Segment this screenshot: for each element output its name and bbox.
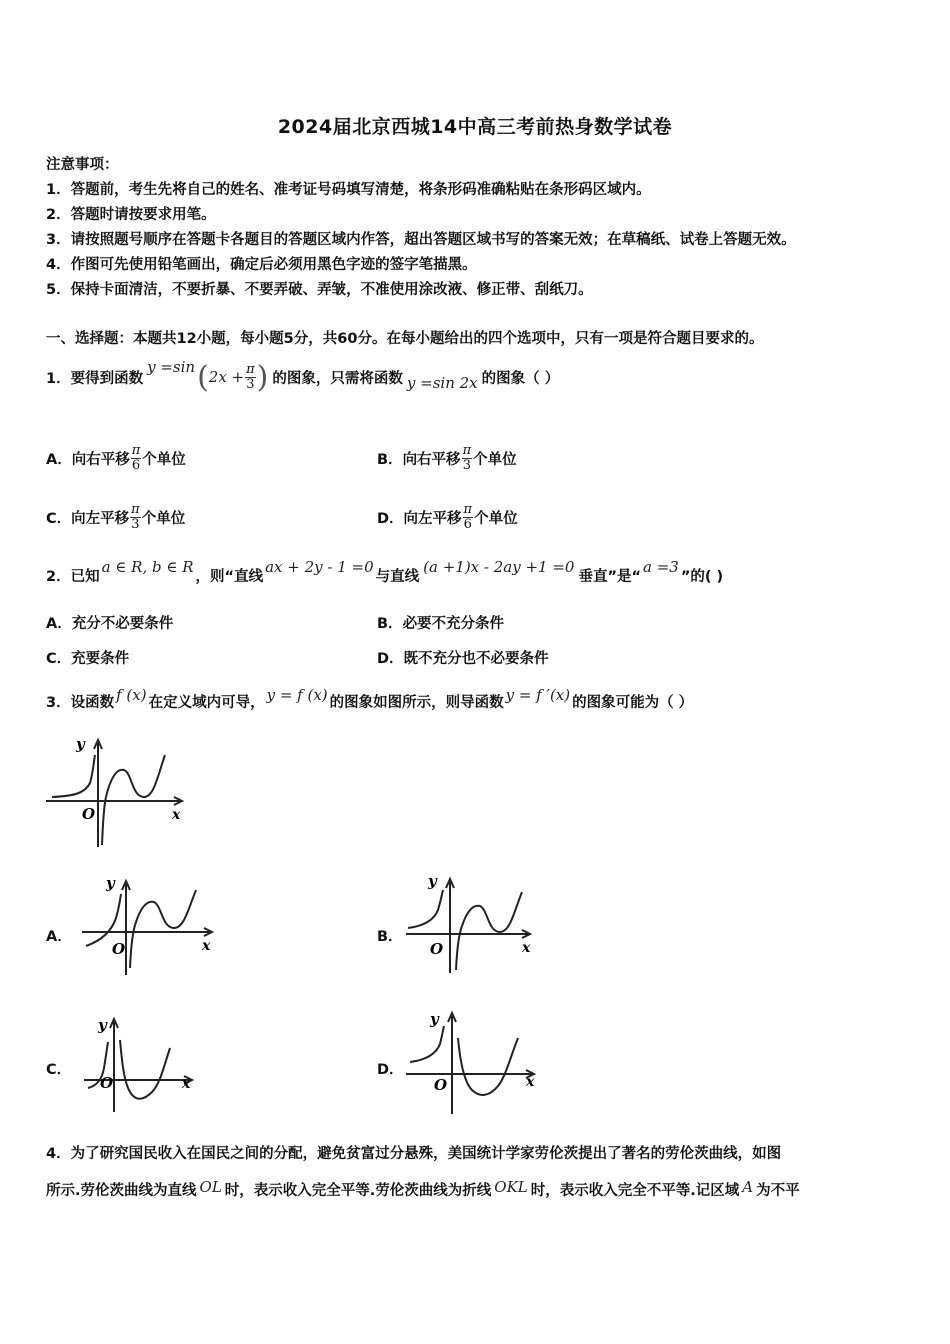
q2-prefix: 2．已知 [46, 568, 100, 585]
q3-text-3: 的图象可能为（ ） [572, 694, 694, 711]
option-label: C． [46, 510, 72, 527]
option-label: D． [377, 651, 404, 667]
q3-y-fx: y = f (x) [266, 686, 328, 704]
q3-option-a-label[interactable]: A． [46, 929, 72, 945]
option-label: B． [377, 616, 403, 632]
q1-function-lhs: y =sin [147, 358, 196, 376]
frac-den: 3 [131, 516, 140, 532]
axis-label-x: x [526, 1074, 535, 1090]
option-text-suffix: 个单位 [141, 510, 186, 527]
q3-text-1: 在定义域内可导， [148, 694, 265, 711]
option-fraction [463, 503, 474, 532]
q3-option-a-graph[interactable] [78, 870, 218, 980]
q2-option-a[interactable] [46, 612, 173, 633]
q1-left-paren: ( [197, 359, 209, 395]
option-text: 向右平移 [402, 451, 461, 468]
q4-text-d: 为不平 [756, 1183, 800, 1199]
note-item-4: 4．作图可先使用铅笔画出，确定后必须用黑色字迹的签字笔描黑。 [46, 257, 477, 273]
option-label: A． [46, 451, 72, 468]
axis-label-origin: O [112, 940, 126, 958]
axis-label-x: x [182, 1076, 191, 1092]
q2-option-d[interactable] [377, 647, 549, 668]
axis-label-x: x [202, 938, 211, 954]
q1-prefix: 1．要得到函数 [46, 370, 144, 387]
q2-line-1: ax + 2y - 1 =0 [265, 558, 374, 576]
option-text-suffix: 个单位 [473, 451, 517, 468]
question-2 [46, 558, 723, 592]
frac-den: 3 [462, 457, 471, 473]
option-label: A． [46, 616, 72, 632]
curve-left-branch [86, 894, 121, 946]
q1-function-inner: 2x + [208, 368, 245, 386]
q3-y-fprime: y = f ′(x) [505, 686, 571, 704]
option-text: 充分不必要条件 [71, 616, 174, 632]
option-text: 既不充分也不必要条件 [403, 651, 549, 667]
note-item-1: 1．答题前，考生先将自己的姓名、准考证号码填写清楚，将条形码准确粘贴在条形码区域内。 [46, 182, 651, 198]
q1-option-c[interactable] [46, 497, 185, 537]
axis-label-y: y [98, 1016, 107, 1034]
q3-option-b-graph[interactable] [402, 868, 542, 978]
option-label: D． [377, 510, 404, 527]
frac-num: π [131, 501, 140, 517]
axis-label-origin: O [100, 1074, 114, 1092]
section-heading: 一、选择题：本题共12小题，每小题5分，共60分。在每小题给出的四个选项中，只有一项是符合题目要求的。 [46, 331, 764, 347]
option-text: 向左平移 [71, 510, 130, 527]
q3-option-d-graph[interactable] [402, 1004, 547, 1119]
frac-den: 6 [463, 516, 472, 532]
curve-left-branch [408, 890, 443, 928]
q1-option-d[interactable] [377, 497, 518, 537]
question-4-line-1: 4．为了研究国民收入在国民之间的分配，避免贫富过分悬殊，美国统计学家劳伦茨提出了著名的劳伦茨曲线，如图 [46, 1146, 782, 1162]
option-text: 必要不充分条件 [402, 616, 505, 632]
option-label: C． [46, 651, 72, 667]
page-title: 2024届北京西城14中高三考前热身数学试卷 [277, 116, 673, 138]
note-item-3: 3．请按照题号顺序在答题卡各题目的答题区域内作答，超出答题区域书写的答案无效；在草稿纸、试卷上答题无效。 [46, 232, 796, 248]
q1-base-function: y =sin 2x [406, 374, 478, 392]
notes-heading: 注意事项： [46, 157, 119, 173]
q2-text-3: 垂直”是“ [578, 568, 642, 585]
question-4-line-2 [46, 1179, 800, 1200]
q3-option-d-label[interactable]: D． [377, 1062, 404, 1078]
q2-line-2: (a +1)x - 2ay +1 =0 [423, 558, 575, 576]
option-text: 向左平移 [403, 510, 462, 527]
axis-label-y: y [430, 1010, 439, 1028]
axis-label-origin: O [434, 1076, 448, 1094]
q4-okl: OKL [494, 1178, 528, 1196]
curve-right-branch [456, 892, 522, 970]
note-item-2: 2．答题时请按要求用笔。 [46, 207, 216, 223]
frac-num: π [462, 442, 472, 458]
option-text-suffix: 个单位 [142, 451, 186, 468]
q4-text-c: 时，表示收入完全不平等.记区域 [530, 1183, 740, 1199]
q2-equation: a =3 [643, 558, 679, 576]
q3-fx: f (x) [116, 686, 147, 704]
curve-right-branch [120, 1040, 170, 1099]
q1-middle-text: 的图象，只需将函数 [272, 370, 403, 387]
q1-option-a[interactable] [46, 438, 186, 478]
curve-left-branch [410, 1026, 444, 1062]
q3-prefix: 3．设函数 [46, 694, 115, 711]
axis-label-y: y [106, 874, 115, 892]
q1-option-b[interactable] [377, 438, 517, 478]
q2-text-2: 与直线 [375, 568, 420, 585]
curve-right-branch [130, 890, 196, 968]
axis-label-origin: O [430, 940, 444, 958]
frac-num: π [131, 442, 141, 458]
q3-option-b-label[interactable]: B． [377, 929, 403, 945]
axis-label-y: y [76, 735, 85, 753]
q4-text-b: 时，表示收入完全平等.劳伦茨曲线为折线 [224, 1183, 492, 1199]
q1-suffix: 的图象（ ） [481, 370, 560, 387]
q1-frac-den: 3 [246, 376, 255, 392]
axis-label-x: x [172, 807, 181, 823]
axis-label-y: y [428, 872, 437, 890]
option-fraction [130, 503, 141, 532]
q4-text-a: 所示.劳伦茨曲线为直线 [46, 1183, 197, 1199]
q2-option-b[interactable] [377, 612, 504, 633]
curve-left-branch [52, 755, 95, 797]
option-label: B． [377, 451, 403, 468]
q1-right-paren: ) [256, 359, 269, 395]
q1-frac-num: π [246, 361, 255, 377]
option-text: 向右平移 [71, 451, 130, 468]
option-text-suffix: 个单位 [474, 510, 518, 527]
question-1 [46, 352, 559, 402]
axis-label-x: x [522, 940, 531, 956]
option-fraction [462, 444, 473, 473]
question-3 [46, 684, 693, 718]
curve-right-branch [458, 1038, 518, 1095]
note-item-5: 5．保持卡面清洁，不要折暴、不要弄破、弄皱，不准使用涂改液、修正带、刮纸刀。 [46, 282, 593, 298]
option-fraction [131, 444, 142, 473]
q2-text-1: ，则“直线 [195, 568, 264, 585]
q3-text-2: 的图象如图所示，则导函数 [329, 694, 504, 711]
frac-den: 6 [131, 457, 141, 473]
q3-option-c-graph[interactable] [80, 1012, 200, 1117]
q2-condition: a ∈ R, b ∈ R [101, 558, 194, 576]
option-text: 充要条件 [71, 651, 130, 667]
q3-option-c-label[interactable]: C． [46, 1062, 72, 1078]
q2-option-c[interactable] [46, 647, 129, 668]
axis-label-origin: O [82, 805, 96, 823]
frac-num: π [463, 501, 473, 517]
q2-text-4: ”的( ) [680, 568, 724, 585]
q4-ol: OL [199, 1178, 222, 1196]
q3-main-graph [40, 735, 190, 850]
q4-region-a: A [742, 1178, 754, 1196]
q1-function-fraction [245, 363, 256, 392]
